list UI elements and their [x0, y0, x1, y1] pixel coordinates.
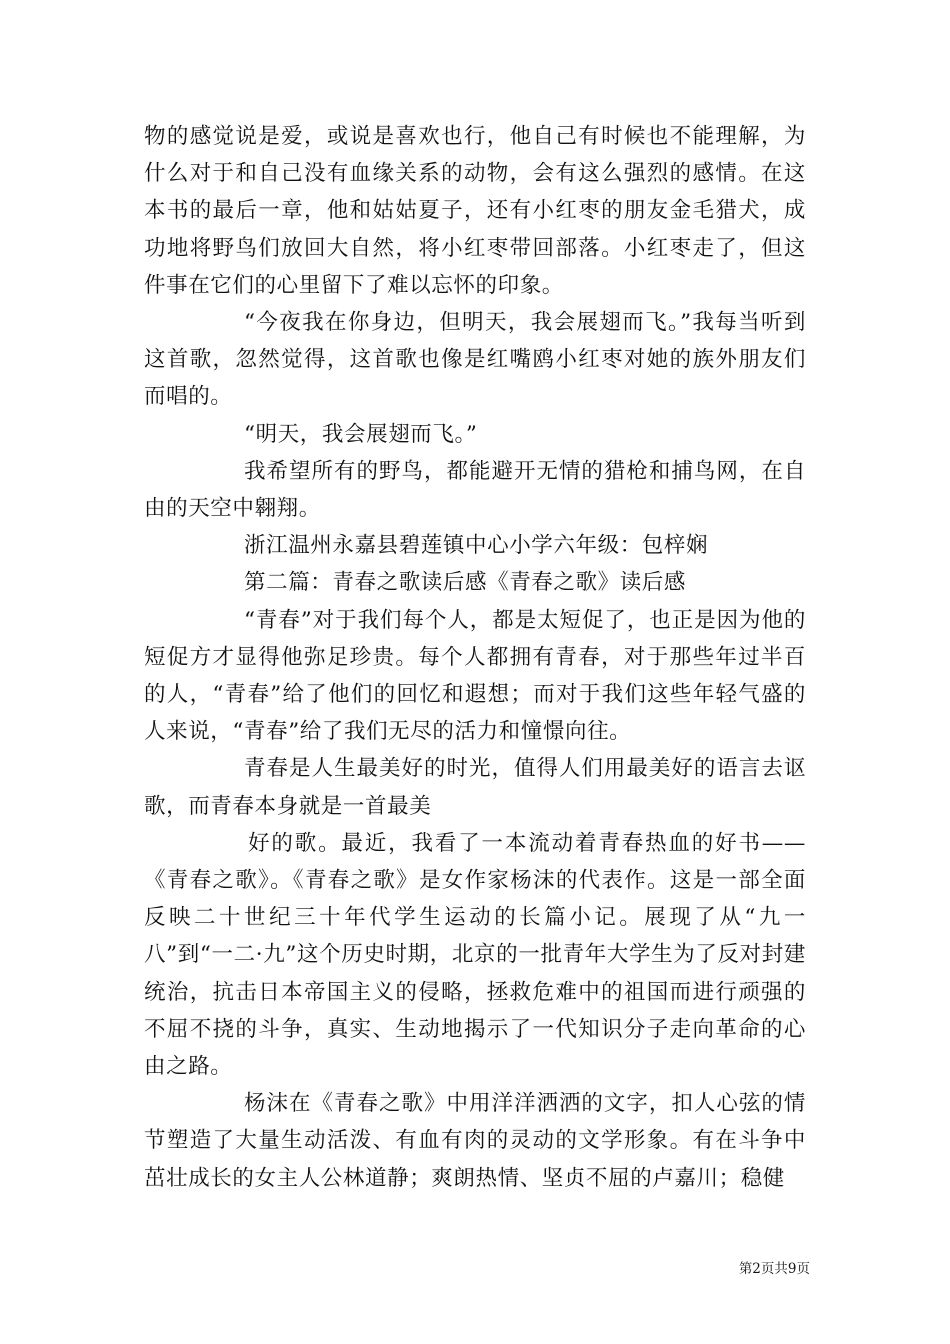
- paragraph-characters: 杨沫在《青春之歌》中用洋洋洒洒的文字，扣人心弦的情节塑造了大量生动活泼、有血有肉的灵动的文学形象。有在斗争中茁壮成长的女主人公林道静；爽朗热情、坚贞不屈的卢嘉川；稳健: [144, 1091, 806, 1191]
- page-number-footer: 第2页共9页: [738, 1261, 810, 1277]
- paragraph-youth-song: 青春是人生最美好的时光，值得人们用最美好的语言去讴歌，而青春本身就是一首最美: [144, 756, 806, 819]
- author-line: 浙江温州永嘉县碧莲镇中心小学六年级：包梓娴: [244, 533, 709, 559]
- paragraph-tomorrow-quote: “明天，我会展翅而飞。”: [244, 421, 478, 447]
- paragraph-continuation: 物的感觉说是爱，或说是喜欢也行，他自己有时候也不能理解，为什么对于和自己没有血缘关系的动物，会有这么强烈的感情。在这本书的最后一章，他和姑姑夏子，还有小红枣的朋友金毛猎犬，成功地将野鸟们放回大自然，将小红枣带回部落。小红枣走了，但这件事在它们的心里留下了难以忘怀的印象。: [144, 124, 806, 298]
- paragraph-youth-intro: “青春”对于我们每个人，都是太短促了，也正是因为他的短促方才显得他弥足珍贵。每个人都拥有青春，对于那些年过半百的人，“青春”给了他们的回忆和遐想；而对于我们这些年轻气盛的人来说，“青春”给了我们无尽的活力和憧憬向往。: [144, 607, 806, 745]
- document-body: [144, 118, 806, 1197]
- section-heading: 第二篇：青春之歌读后感《青春之歌》读后感: [244, 570, 687, 596]
- paragraph-wish: 我希望所有的野鸟，都能避开无情的猎枪和捕鸟网，在自由的天空中翱翔。: [144, 458, 806, 522]
- paragraph-song-quote: “今夜我在你身边，但明天，我会展翅而飞。”我每当听到这首歌，忽然觉得，这首歌也像是红嘴鸥小红枣对她的族外朋友们而唱的。: [144, 310, 806, 410]
- paragraph-book-intro: 好的歌。最近，我看了一本流动着青春热血的好书——《青春之歌》。《青春之歌》是女作家杨沫的代表作。这是一部全面反映二十世纪三十年代学生运动的长篇小记。展现了从“九一八”到“一二·九”这个历史时期，北京的一批青年大学生为了反对封建统治，抗击日本帝国主义的侵略，拯救危难中的祖国而进行顽强的不屈不挠的斗争，真实、生动地揭示了一代知识分子走向革命的心由之路。: [144, 830, 806, 1080]
